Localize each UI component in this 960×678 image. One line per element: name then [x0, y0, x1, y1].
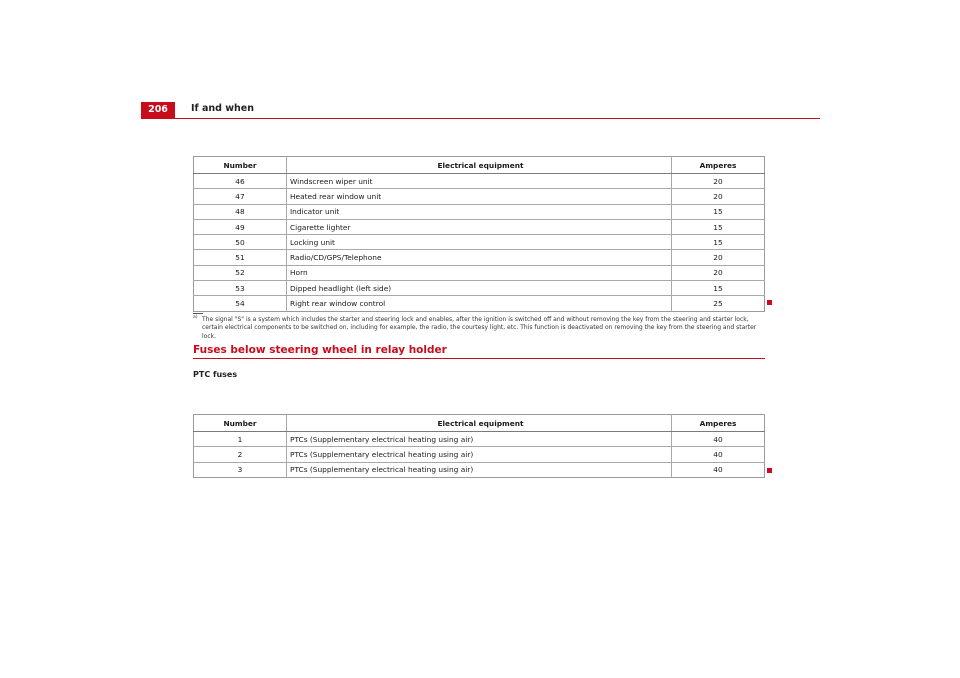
column-header-equipment: Electrical equipment: [287, 415, 672, 432]
column-header-amperes: Amperes: [672, 415, 765, 432]
fuse-number: 51: [194, 250, 287, 265]
fuse-amperes: 20: [672, 265, 765, 280]
fuse-equipment: Horn: [287, 265, 672, 280]
end-of-section-marker: [767, 468, 772, 473]
footnote-text: The signal "S" is a system which includes the starter and steering lock and enables, after the ignition is switched off and without removing the key from the steering and starter lock, certain electrical components to be switched on, including for example, the radio, the courtesy light, etc. This function is deactivated on removing the key from the steering and starter lock.: [202, 316, 757, 340]
table-row: [194, 281, 765, 296]
fuse-number: 52: [194, 265, 287, 280]
table-row: [194, 265, 765, 280]
table-header-row: [194, 157, 765, 174]
table-row: [194, 296, 765, 311]
fuse-equipment: Radio/CD/GPS/Telephone: [287, 250, 672, 265]
fuse-number: 2: [194, 447, 287, 462]
fuse-number: 1: [237, 434, 243, 444]
page-header: [141, 100, 820, 119]
footnote: [193, 316, 765, 341]
fuse-equipment: PTCs (Supplementary electrical heating using air): [287, 447, 672, 462]
table-row: [194, 432, 765, 447]
table-row: [194, 250, 765, 265]
fuse-amperes: 20: [713, 176, 723, 186]
subsection-title: PTC fuses: [193, 370, 238, 379]
fuse-equipment: Windscreen wiper unit: [287, 174, 672, 189]
fuse-number: 3: [194, 462, 287, 477]
fuse-amperes: 40: [672, 462, 765, 477]
table-header-row: [194, 415, 765, 432]
table-row: [194, 204, 765, 219]
fuse-amperes: 15: [672, 281, 765, 296]
column-header-number: Number: [194, 415, 287, 432]
fuse-equipment: PTCs (Supplementary electrical heating using air): [287, 432, 672, 447]
table-row: [194, 235, 765, 250]
fuse-equipment: PTCs (Supplementary electrical heating using air): [287, 462, 672, 477]
fuse-number: 47: [194, 189, 287, 204]
fuse-number: 48: [194, 204, 287, 219]
end-of-section-marker: [767, 300, 772, 305]
column-header-equipment: Electrical equipment: [287, 157, 672, 174]
fuse-amperes: 20: [672, 189, 765, 204]
fuse-amperes: 20: [672, 250, 765, 265]
table-row: [194, 462, 765, 477]
fuse-number: 49: [194, 219, 287, 234]
fuse-equipment: Right rear window control: [287, 296, 672, 311]
fuse-amperes: 15: [672, 219, 765, 234]
fuse-equipment: Locking unit: [287, 235, 672, 250]
fuse-equipment: Cigarette lighter: [287, 219, 672, 234]
fuse-equipment: Dipped headlight (left side): [287, 281, 672, 296]
column-header-number: Number: [194, 157, 287, 174]
section-title: Fuses below steering wheel in relay holder: [193, 344, 765, 359]
fuse-equipment: Indicator unit: [287, 204, 672, 219]
fuse-number: 50: [194, 235, 287, 250]
fuse-amperes: 15: [672, 204, 765, 219]
table-row: [194, 447, 765, 462]
page-number: 206: [141, 102, 175, 118]
fuse-number: 54: [194, 296, 287, 311]
column-header-amperes: Amperes: [672, 157, 765, 174]
fuse-number: 53: [194, 281, 287, 296]
fuse-amperes: 25: [672, 296, 765, 311]
footnote-marker: a): [193, 315, 198, 320]
section-heading: If and when: [191, 103, 255, 114]
fuse-amperes: 40: [713, 434, 723, 444]
fuse-table-2: [193, 414, 765, 478]
fuse-number: 46: [235, 176, 245, 186]
fuse-amperes: 40: [672, 447, 765, 462]
table-row: [194, 189, 765, 204]
fuse-table-1: [193, 156, 765, 312]
fuse-equipment: Heated rear window unit: [287, 189, 672, 204]
fuse-amperes: 15: [672, 235, 765, 250]
table-row: [194, 174, 765, 189]
table-row: [194, 219, 765, 234]
